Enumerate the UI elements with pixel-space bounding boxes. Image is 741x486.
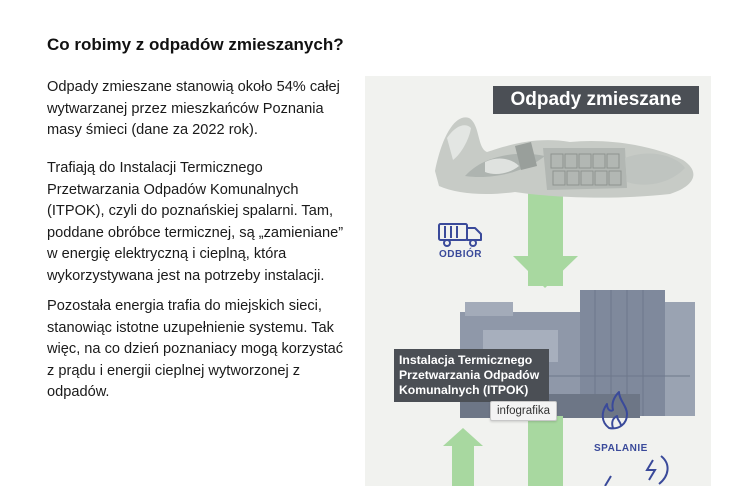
paragraph-share: Odpady zmieszane stanowią około 54% całej wytwarzanej przez mieszkańców Poznania masy śmieci (dane za 2022 rok). xyxy=(47,79,340,138)
image-tooltip: infografika xyxy=(490,401,557,421)
pickup-label: ODBIÓR xyxy=(439,249,482,260)
garbage-truck-icon xyxy=(439,224,481,246)
down-arrow xyxy=(513,186,578,288)
lightning-icon xyxy=(605,456,668,486)
up-arrow-right xyxy=(528,416,563,486)
paragraph-energy: Pozostała energia trafia do miejskich sieci, stanowiąc istotne uzupełnienie systemu. Tak więc, na co dzień poznaniacy mogą korzystać z prądu i energii cieplnej wytworzonej z odpadów. xyxy=(47,298,344,400)
paragraph-itpok: Trafiają do Instalacji Termicznego Przetwarzania Odpadów Komunalnych (ITPOK), czyli do poznańskiej spalarni. Tam, poddane obróbce termicznej, są „zamieniane” w energię elektryczną i cieplną, która wykorzystywana jest na potrzeby instalacji. xyxy=(47,160,344,284)
combustion-label: SPALANIE xyxy=(594,443,648,454)
plant-caption: Instalacja Termicznego Przetwarzania Odpadów Komunalnych (ITPOK) xyxy=(394,349,549,402)
article-heading: Co robimy z odpadów zmieszanych? xyxy=(47,35,344,54)
infographic[interactable] xyxy=(365,76,711,486)
up-arrow-left xyxy=(443,428,483,486)
infographic-illustration xyxy=(365,76,711,486)
infographic-title: Odpady zmieszane xyxy=(493,86,699,114)
waste-pile-image xyxy=(435,117,693,197)
